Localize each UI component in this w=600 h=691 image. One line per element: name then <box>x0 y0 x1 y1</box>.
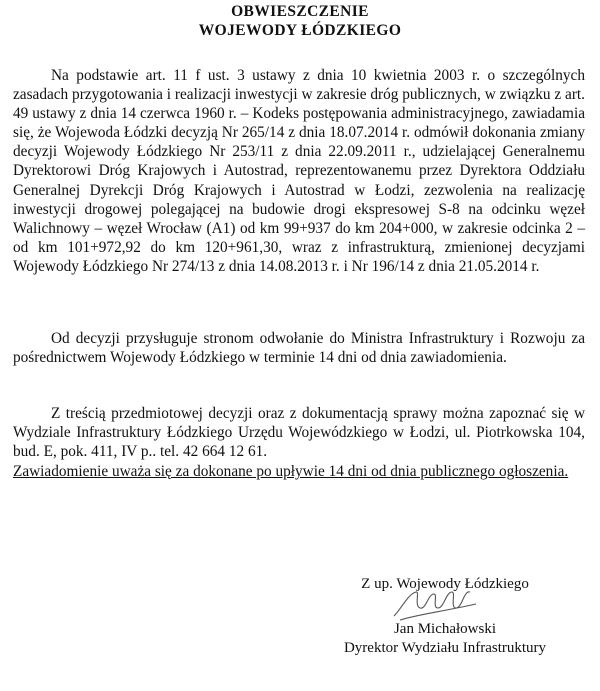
notice-title <box>0 2 600 40</box>
title-line-2: WOJEWODY ŁÓDZKIEGO <box>198 22 402 39</box>
paragraph-decision: Na podstawie art. 11 f ust. 3 ustawy z dnia 10 kwietnia 2003 r. o szczególnych zasadach przygotowania i realizacji inwestycji w zakresie dróg publicznych, w związku z art. 49 ustawy z dnia 14 czerwca 1960 r. – Kodeks postępowania administracyjnego, zawiadamia się, że Wojewoda Łódzki decyzją Nr 265/14 z dnia 18.07.2014 r. odmówił dokonania zmiany decyzji Wojewody Łódzkiego Nr 253/11 z dnia 22.09.2011 r., udzielającej Generalnemu Dyrektorowi Dróg Krajowych i Autostrad, reprezentowanemu przez Dyrektora Oddziału Generalnej Dyrekcji Dróg Krajowych i Autostrad w Łodzi, zezwolenia na realizację inwestycji drogowej polegającej na budowie drogi ekspresowej S-8 na odcinku węzeł Walichnowy – węzeł Wrocław (A1) od km 99+937 do km 204+000, w zakresie odcinka 2 – od km 101+972,92 do km 120+961,30, wraz z infrastrukturą, zmienionej decyzjami Wojewody Łódzkiego Nr 274/13 z dnia 14.08.2013 r. i Nr 196/14 z dnia 21.05.2014 r. <box>13 67 585 275</box>
title-line-1: OBWIESZCZENIE <box>231 3 369 20</box>
handwritten-signature-icon <box>390 586 480 624</box>
signature-position: Dyrektor Wydziału Infrastruktury <box>343 640 547 656</box>
paragraph-publication-notice: Zawiadomienie uważa się za dokonane po upływie 14 dni od dnia publicznego ogłoszenia. <box>13 463 569 480</box>
paragraph-documentation: Z treścią przedmiotowej decyzji oraz z dokumentacją sprawy można zapoznać się w Wydziale Infrastruktury Łódzkiego Urzędu Wojewódzkiego w Łodzi, ul. Piotrkowska 104, bud. E, pok. 411, IV p.. tel. 42 664 12 61. <box>13 405 585 461</box>
signature-name: Jan Michałowski <box>393 621 497 637</box>
signature-on-behalf: Z up. Wojewody Łódzkiego <box>361 576 529 592</box>
paragraph-appeal: Od decyzji przysługuje stronom odwołanie do Ministra Infrastruktury i Rozwoju za pośrednictwem Wojewody Łódzkiego w terminie 14 dni od dnia zawiadomienia. <box>13 330 585 367</box>
